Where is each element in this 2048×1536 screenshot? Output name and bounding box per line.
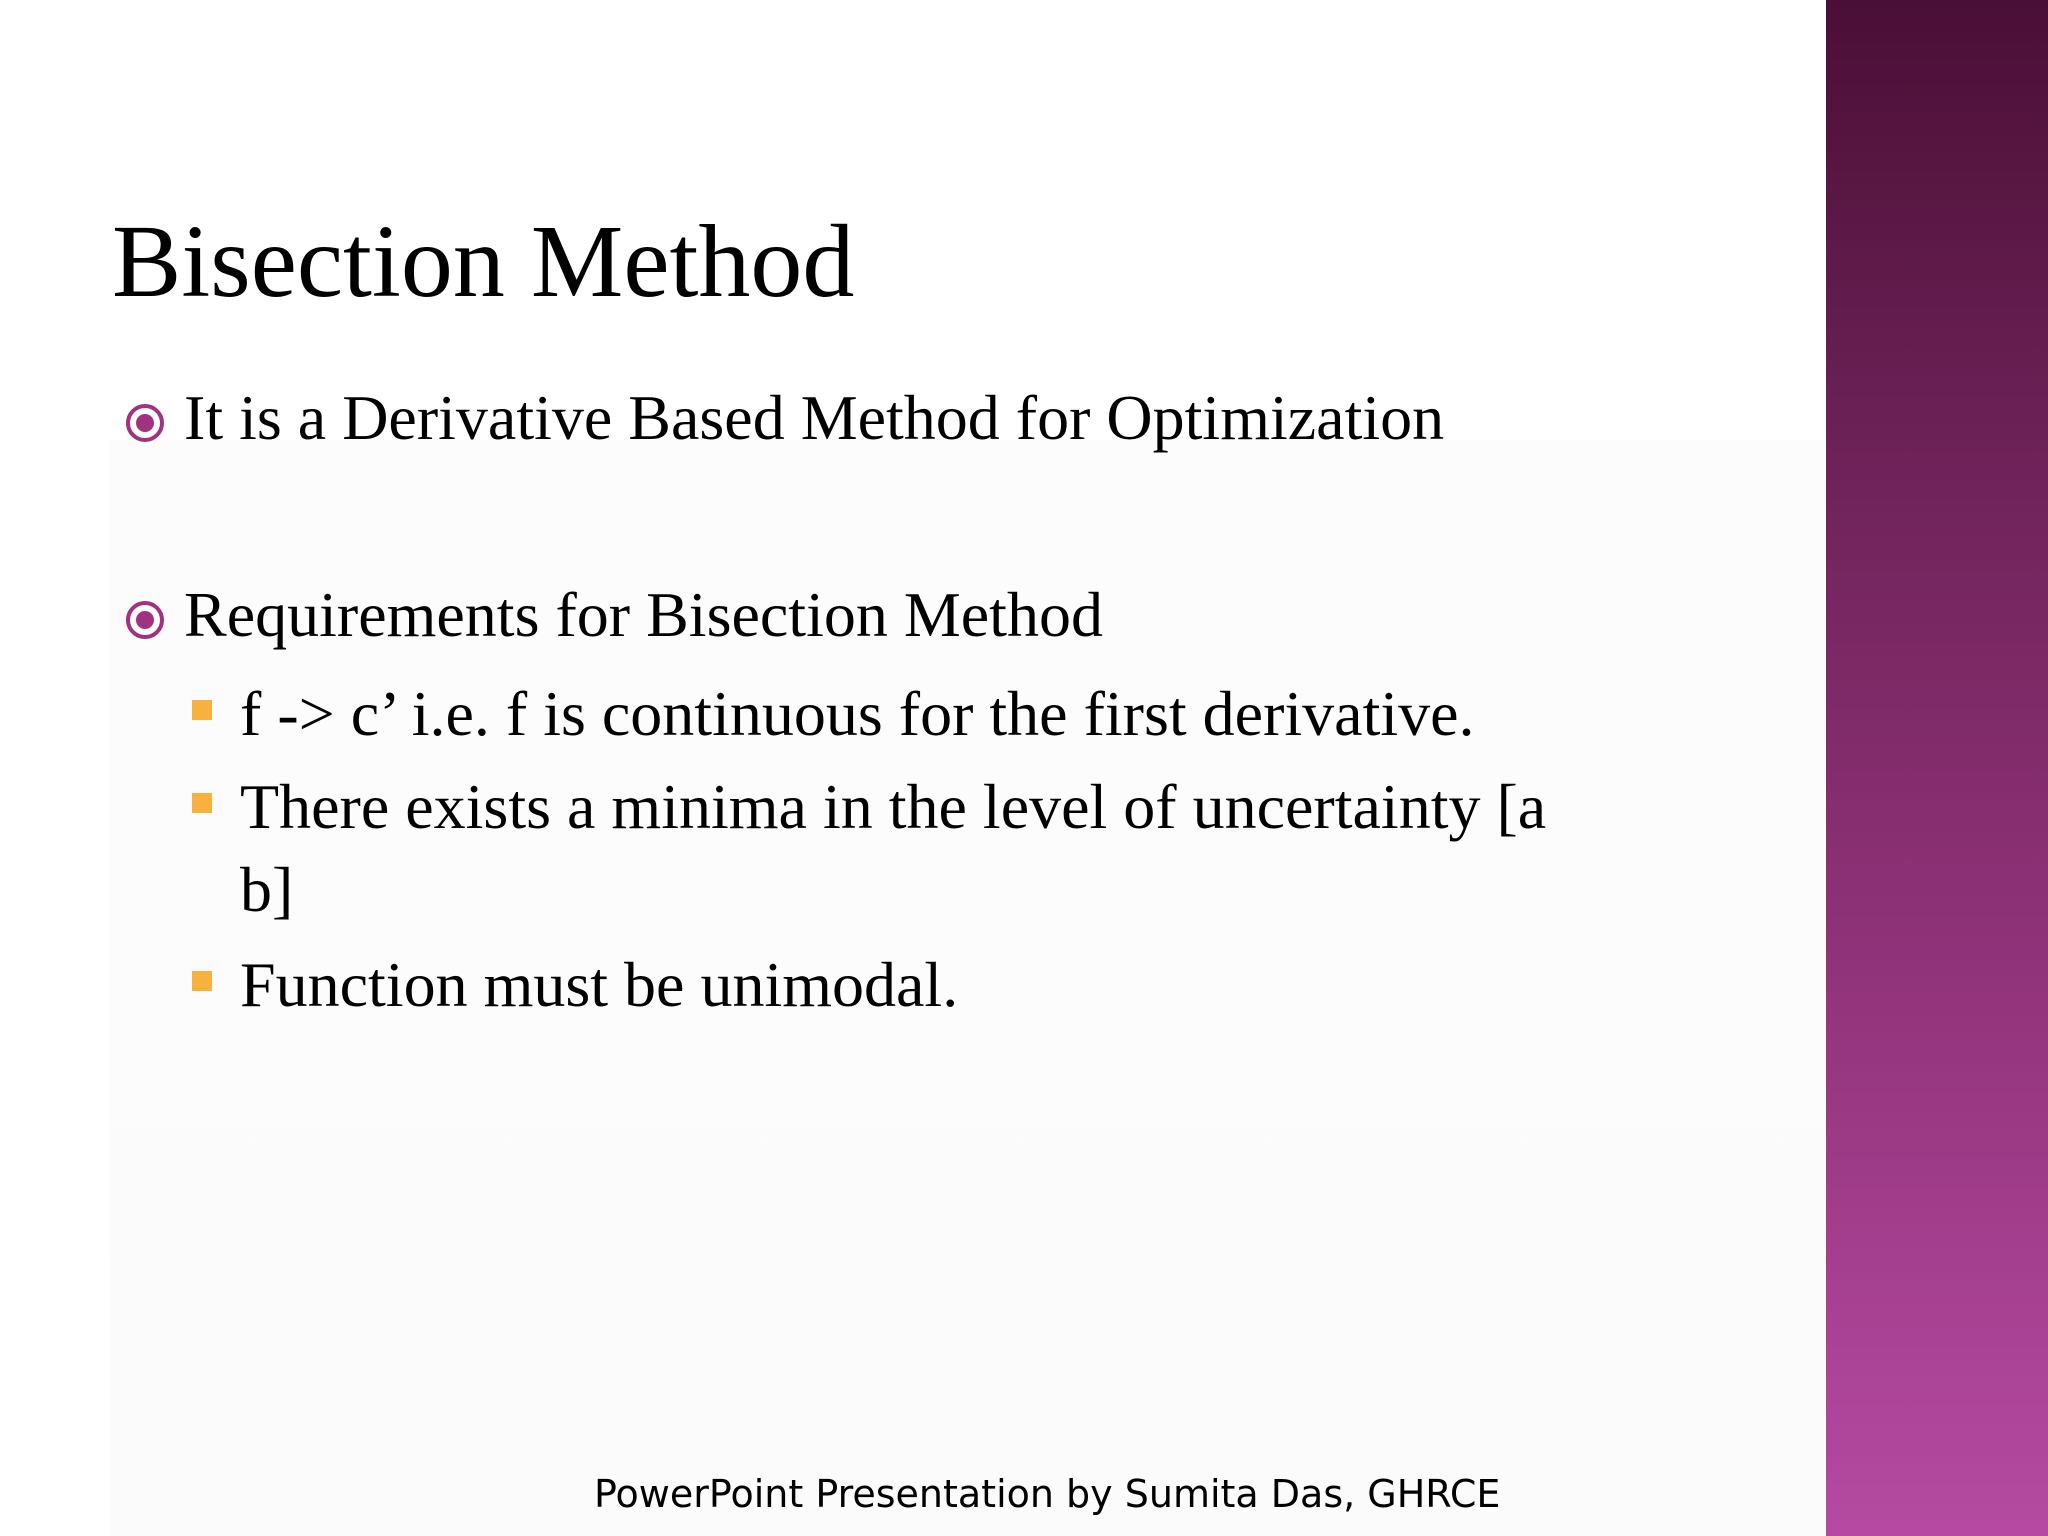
sub-bullet-text-line: There exists a minima in the level of uncertainty [a — [240, 771, 1547, 842]
sub-bullet-text — [240, 765, 1840, 931]
square-bullet-icon — [192, 793, 212, 813]
square-bullet-icon — [192, 700, 212, 720]
decorative-side-bar — [1826, 0, 2048, 1536]
circle-dot-bullet-icon — [124, 599, 166, 641]
sub-bullet-text: f -> c’ i.e. f is continuous for the first derivative. — [240, 678, 1475, 749]
bullet-text: It is a Derivative Based Method for Optimization — [184, 382, 1445, 453]
slide-footer: PowerPoint Presentation by Sumita Das, GHRCE — [594, 1472, 1501, 1516]
sub-bullet-text: Function must be unimodal. — [240, 949, 959, 1020]
slide-title: Bisection Method — [112, 204, 855, 319]
square-bullet-icon — [192, 971, 212, 991]
circle-dot-bullet-icon — [124, 402, 166, 444]
sub-bullet-text-line: b] — [240, 854, 294, 926]
bullet-text: Requirements for Bisection Method — [184, 579, 1103, 650]
